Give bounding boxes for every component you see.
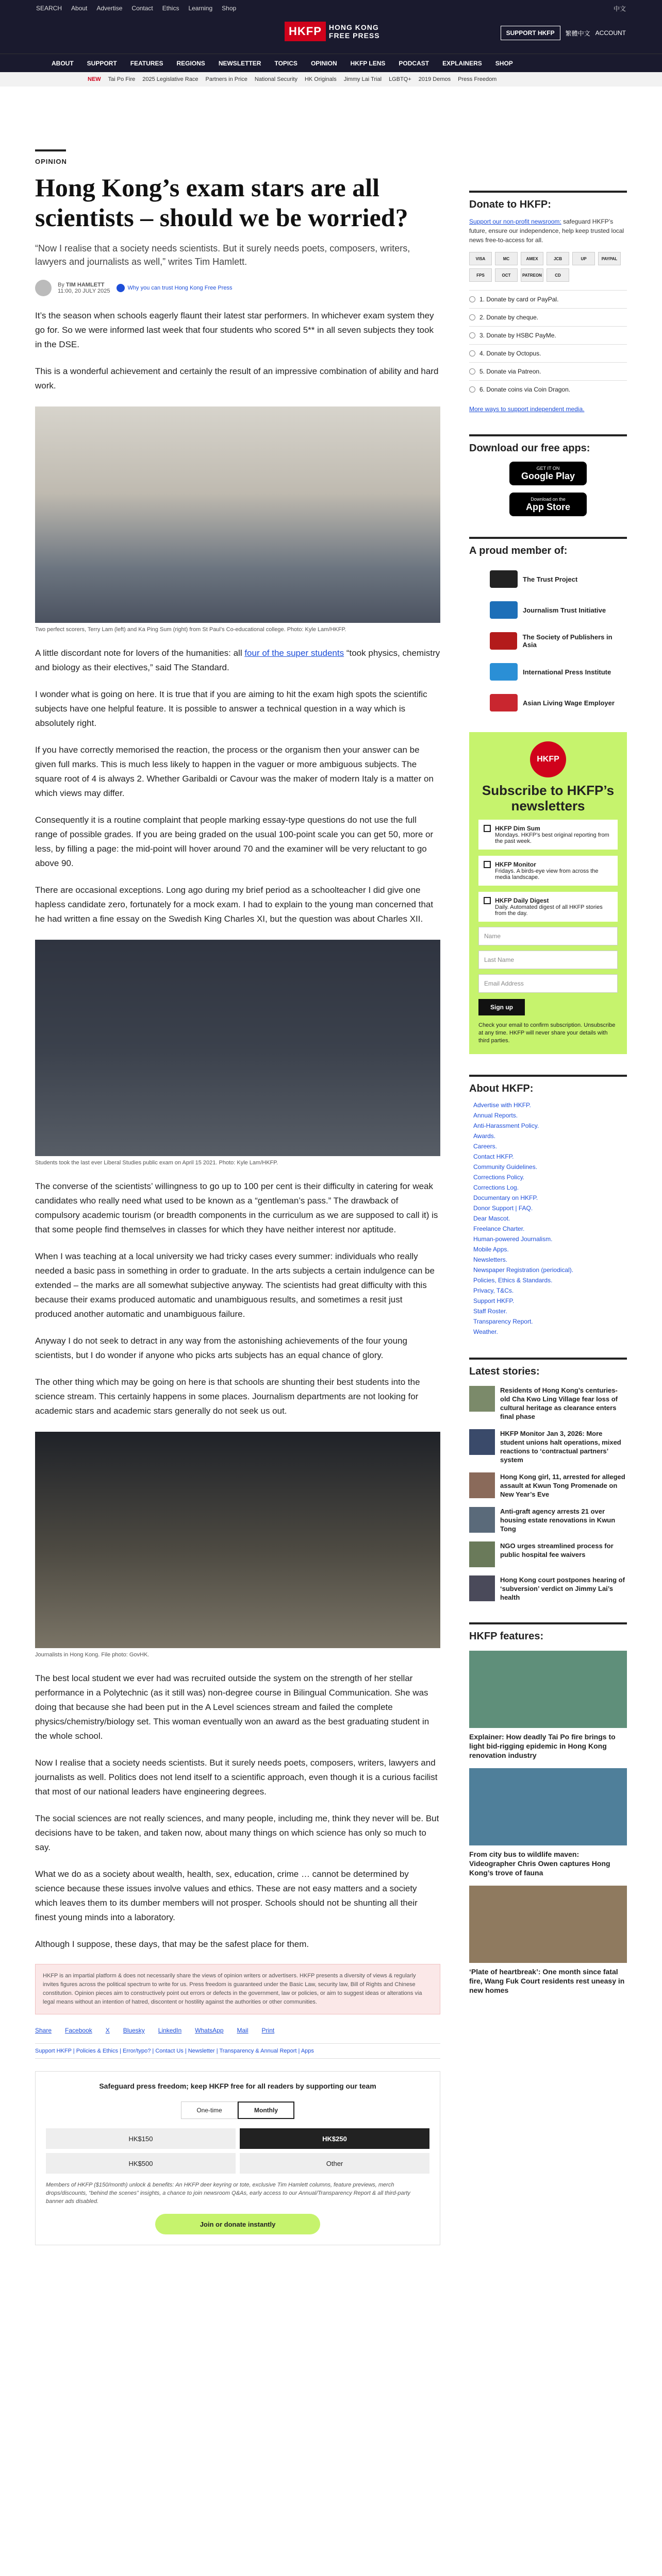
- about-link[interactable]: Annual Reports.: [473, 1112, 518, 1119]
- sidebar: [469, 191, 627, 1995]
- radio-icon: [469, 386, 475, 393]
- utility-link-about[interactable]: About: [71, 5, 88, 12]
- features-title: HKFP features:: [469, 1622, 627, 1642]
- latest-story[interactable]: [469, 1472, 627, 1499]
- radio-icon: [469, 314, 475, 320]
- article-category[interactable]: OPINION: [35, 149, 66, 165]
- trending-link[interactable]: LGBTQ+: [389, 76, 411, 82]
- more-ways-link[interactable]: More ways to support independent media.: [469, 405, 585, 413]
- about-link[interactable]: Anti-Harassment Policy.: [473, 1122, 539, 1129]
- nav-about[interactable]: ABOUT: [52, 59, 74, 67]
- utility-link-shop[interactable]: Shop: [222, 5, 237, 12]
- trust-link[interactable]: Why you can trust Hong Kong Free Press: [117, 284, 233, 292]
- donate-option[interactable]: 3. Donate by HSBC PayMe.: [469, 326, 627, 344]
- new-label: NEW: [88, 76, 101, 82]
- feature-headline: Explainer: How deadly Tai Po fire brings to light bid-rigging epidemic in Hong Kong renovation industry: [469, 1733, 616, 1759]
- newsletter-option-digest[interactable]: HKFP Daily Digest Daily. Automated digest of all HKFP stories from the day.: [478, 892, 618, 922]
- signup-button[interactable]: Sign up: [478, 999, 525, 1015]
- about-link[interactable]: Transparency Report.: [473, 1318, 533, 1325]
- about-link[interactable]: Community Guidelines.: [473, 1163, 538, 1171]
- shield-icon: [117, 284, 125, 292]
- last-name-field[interactable]: Last Name: [478, 951, 618, 969]
- checkbox-icon: [484, 897, 491, 904]
- member-jti[interactable]: Journalism Trust Initiative: [469, 601, 627, 619]
- paragraph: This is a wonderful achievement and certainly the result of an impressive combination of ability and hard work.: [35, 366, 439, 391]
- latest-list: [469, 1386, 627, 1602]
- utility-link-learning[interactable]: Learning: [188, 5, 213, 12]
- coin-dragon-icon: CD: [547, 268, 569, 282]
- nav-opinion[interactable]: OPINION: [310, 59, 337, 67]
- newsletter-option-dimsum[interactable]: HKFP Dim Sum Mondays. HKFP’s best original reporting from the past week.: [478, 820, 618, 850]
- story-headline: Anti-graft agency arrests 21 over housing estate renovations in Kwun Tong: [500, 1507, 616, 1533]
- trending-link[interactable]: Jimmy Lai Trial: [343, 76, 382, 82]
- paragraph: What we do as a society about wealth, health, sex, education, crime … cannot be determined by science because these issues involve values and ethics. These are not easy matters and a society which leaves them to its dumber members will not prosper. Schools should not be shunting all their finest young minds into a laboratory.: [35, 1869, 418, 1922]
- nav-lens[interactable]: HKFP LENS: [350, 59, 386, 67]
- article: [35, 149, 440, 2245]
- story-headline: Residents of Hong Kong’s centuries-old Cha Kwo Ling Village fear loss of cultural heritage as clearance enters final phase: [500, 1386, 618, 1420]
- article-footer-links[interactable]: Support HKFP | Policies & Ethics | Error/typo? | Contact Us | Newsletter | Transparency & Annual Report | Apps: [35, 2043, 440, 2059]
- paragraph: If you have correctly memorised the reaction, the process or the organism then your answer can be given full marks. This is much less likely to happen in the vaguer or more ambiguous subjects. The square root of 4 is always 2. Whether Garibaldi or Cavour was the maker of modern Italy is a matter on which views may differ.: [35, 745, 434, 798]
- nav-regions[interactable]: REGIONS: [176, 59, 205, 67]
- about-link[interactable]: Careers.: [473, 1143, 498, 1150]
- logo-wordmark: HONG KONG FREE PRESS: [328, 23, 380, 40]
- nav-newsletter[interactable]: NEWSLETTER: [218, 59, 261, 67]
- patreon-icon: PATREON: [521, 268, 543, 282]
- unionpay-icon: UP: [572, 252, 595, 265]
- share-linkedin[interactable]: LinkedIn: [158, 2027, 182, 2034]
- search-link[interactable]: SEARCH: [36, 5, 62, 12]
- lang-switch[interactable]: 繁體中文: [565, 29, 590, 37]
- radio-icon: [469, 332, 475, 338]
- article-title: Hong Kong’s exam stars are all scientists – should we be worried?: [35, 173, 408, 232]
- newsletter-note: Check your email to confirm subscription. Unsubscribe at any time. HKFP will never share your details with third parties.: [478, 1022, 616, 1044]
- latest-title: Latest stories:: [469, 1358, 627, 1378]
- author-name[interactable]: By TIM HAMLETT: [58, 282, 105, 288]
- paragraph: Consequently it is a routine complaint that people marking essay-type questions do not use the full range of possible grades. If you are being graded on the usual 100-point scale you can get 50, more or less, by filling a page: the mid-point will hover around 70 and the examiner will be very reluctant to go above 90.: [35, 815, 434, 868]
- sopa-icon: [490, 632, 517, 650]
- feature-story[interactable]: [469, 1651, 627, 1760]
- about-link[interactable]: Support HKFP.: [473, 1297, 515, 1304]
- newsletter-option-monitor[interactable]: HKFP Monitor Fridays. A birds-eye view from across the media landscape.: [478, 856, 618, 886]
- paragraph: The social sciences are not really sciences, and many people, including me, think they never will be. But decisions have to be taken, and taken now, about many things on which science has only so much to say.: [35, 1814, 439, 1852]
- latest-story[interactable]: [469, 1386, 627, 1421]
- app-store-badge[interactable]: Download on the App Store: [509, 493, 587, 516]
- photo-caption: Students took the last ever Liberal Studies public exam on April 15 2021. Photo: Kyle Lam/HKFP.: [35, 1160, 278, 1166]
- visa-icon: VISA: [469, 252, 492, 265]
- story-thumbnail: [469, 1386, 495, 1412]
- ipi-icon: [490, 663, 518, 681]
- latest-story[interactable]: [469, 1507, 627, 1533]
- features-list: [469, 1651, 627, 1995]
- feature-headline: From city bus to wildlife maven: Videographer Chris Owen captures Hong Kong’s trove of fauna: [469, 1850, 610, 1877]
- feature-story[interactable]: [469, 1886, 627, 1995]
- paragraph: A little discordant note for lovers of the humanities: all four of the super students “took physics, chemistry and biology as their electives,” said The Standard.: [35, 648, 440, 672]
- living-wage-icon: [490, 694, 518, 711]
- freq-monthly[interactable]: Monthly: [238, 2102, 294, 2119]
- paragraph: I wonder what is going on here. It is true that if you are aiming to hit the exam high spots the scientific subjects have one helpful feature. It is possible to answer a technical question in a way which is absolutely right.: [35, 689, 427, 728]
- trending-link[interactable]: Partners in Price: [205, 76, 247, 82]
- newsletter-title: Subscribe to HKFP’s newsletters: [482, 783, 615, 814]
- donate-text: Support our non-profit newsroom: safeguard HKFP’s future, ensure our independence, help keep trusted local news free-to-access for all.: [469, 218, 624, 244]
- author-avatar: [35, 280, 52, 296]
- photo-caption: Two perfect scorers, Terry Lam (left) and Ka Ping Sum (right) from St Paul’s Co-educational college. Photo: Kyle Lam/HKFP.: [35, 626, 346, 633]
- lang-link[interactable]: 中文: [613, 5, 626, 12]
- member-trust-project[interactable]: The Trust Project: [469, 570, 627, 588]
- feature-story[interactable]: [469, 1768, 627, 1877]
- paragraph: There are occasional exceptions. Long ago during my brief period as a schoolteacher I did give one hapless candidate zero, fortunately for a mock exam. I had to explain to the young man concerned that he had written a fine essay on the Swedish King Charles XI, but the question was about Charles XII.: [35, 885, 434, 924]
- nav-features[interactable]: FEATURES: [130, 59, 163, 67]
- nav-support[interactable]: SUPPORT: [87, 59, 117, 67]
- octopus-icon: OCT: [495, 268, 518, 282]
- mastercard-icon: MC: [495, 252, 518, 265]
- donate-option[interactable]: 2. Donate by cheque.: [469, 308, 627, 326]
- donate-widget: [35, 2071, 440, 2245]
- share-label[interactable]: Share: [35, 2027, 52, 2034]
- proud-member-title: A proud member of:: [469, 537, 627, 557]
- donate-option[interactable]: 1. Donate by card or PayPal.: [469, 290, 627, 308]
- trending-link[interactable]: National Security: [254, 76, 297, 82]
- latest-story[interactable]: [469, 1541, 627, 1567]
- about-link[interactable]: Documentary on HKFP.: [473, 1194, 538, 1201]
- about-link[interactable]: Mobile Apps.: [473, 1246, 509, 1253]
- trending-link[interactable]: HK Originals: [304, 76, 337, 82]
- donate-widget-title: Safeguard press freedom; keep HKFP free for all readers by supporting our team: [99, 2082, 376, 2090]
- site-logo[interactable]: [285, 22, 380, 41]
- amount-option[interactable]: HK$250: [240, 2128, 429, 2149]
- about-title: About HKFP:: [469, 1075, 627, 1095]
- feature-thumbnail: [469, 1886, 627, 1963]
- radio-icon: [469, 350, 475, 357]
- share-bar: [35, 2027, 440, 2034]
- amount-option[interactable]: HK$500: [46, 2153, 236, 2174]
- hkfp-logo: HKFP: [530, 741, 566, 777]
- story-headline: NGO urges streamlined process for public hospital fee waivers: [500, 1542, 614, 1558]
- about-link[interactable]: Newspaper Registration (periodical).: [473, 1266, 574, 1274]
- utility-link-advertise[interactable]: Advertise: [96, 5, 123, 12]
- byline: [35, 280, 440, 296]
- paragraph: Although I suppose, these days, that may be the safest place for them.: [35, 1939, 309, 1949]
- utility-link-contact[interactable]: Contact: [131, 5, 153, 12]
- trending-link[interactable]: Press Freedom: [458, 76, 497, 82]
- amount-option[interactable]: HK$150: [46, 2128, 236, 2149]
- amex-icon: AMEX: [521, 252, 543, 265]
- trending-link[interactable]: Tai Po Fire: [108, 76, 136, 82]
- about-link[interactable]: Advertise with HKFP.: [473, 1101, 531, 1109]
- utility-bar: [0, 0, 662, 16]
- trending-bar: [0, 72, 662, 87]
- super-students-link[interactable]: four of the super students: [244, 648, 344, 658]
- jti-icon: [490, 601, 518, 619]
- apps-title: Download our free apps:: [469, 434, 627, 454]
- story-headline: HKFP Monitor Jan 3, 2026: More student unions halt operations, mixed reactions to ‘contractual partners’ system: [500, 1430, 621, 1464]
- about-link[interactable]: Staff Roster.: [473, 1308, 507, 1315]
- about-link[interactable]: Policies, Ethics & Standards.: [473, 1277, 553, 1284]
- about-link[interactable]: Contact HKFP.: [473, 1153, 514, 1160]
- radio-icon: [469, 296, 475, 302]
- about-link[interactable]: Newsletters.: [473, 1256, 508, 1263]
- donate-option[interactable]: 6. Donate coins via Coin Dragon.: [469, 380, 627, 398]
- donate-options: [469, 290, 627, 398]
- feature-thumbnail: [469, 1651, 627, 1728]
- paragraph: When I was teaching at a local university we had tricky cases every summer: individuals who really needed a basic pass in something in order to graduate. In the arts subjects a certain indulgence can be extended – the marks are all somewhat subjective anyway. The scientists had great difficulty with this because their exams produced automatic and unambiguous results, and sometimes a resit just produced another automatic and unambiguous failure.: [35, 1251, 435, 1319]
- share-print[interactable]: Print: [261, 2027, 275, 2034]
- about-link[interactable]: Awards.: [473, 1132, 496, 1140]
- photo-caption: Journalists in Hong Kong. File photo: GovHK.: [35, 1652, 150, 1658]
- account-link[interactable]: ACCOUNT: [595, 29, 626, 37]
- support-newsroom-link[interactable]: Support our non-profit newsroom:: [469, 218, 561, 225]
- about-link[interactable]: Privacy, T&Cs.: [473, 1287, 514, 1294]
- paragraph: It’s the season when schools eagerly flaunt their latest star performers. In whichever exam system they go for. So we were informed last week that four students who scored 5** in all seven subjects they took in the DSE.: [35, 311, 434, 349]
- about-link[interactable]: Dear Mascot.: [473, 1215, 510, 1222]
- about-link[interactable]: Weather.: [473, 1328, 498, 1335]
- support-hkfp-button[interactable]: SUPPORT HKFP: [501, 26, 560, 40]
- share-x[interactable]: X: [105, 2027, 110, 2034]
- join-button[interactable]: Join or donate instantly: [155, 2214, 320, 2234]
- donate-title: Donate to HKFP:: [469, 191, 627, 211]
- story-thumbnail: [469, 1472, 495, 1498]
- jcb-icon: JCB: [547, 252, 569, 265]
- radio-icon: [469, 368, 475, 375]
- about-link[interactable]: Corrections Log.: [473, 1184, 519, 1191]
- share-bluesky[interactable]: Bluesky: [123, 2027, 145, 2034]
- share-mail[interactable]: Mail: [237, 2027, 249, 2034]
- story-thumbnail: [469, 1575, 495, 1601]
- trending-link[interactable]: 2019 Demos: [418, 76, 451, 82]
- donate-option[interactable]: 5. Donate via Patreon.: [469, 362, 627, 380]
- nav-shop[interactable]: SHOP: [495, 59, 513, 67]
- main-nav: [0, 54, 662, 72]
- share-facebook[interactable]: Facebook: [65, 2027, 92, 2034]
- paragraph: The converse of the scientists’ willingness to go up to 100 per cent is their difficulty in catering for weak candidates who really need what used to be known as a “gentleman’s pass.” The drawback of compulsory academic tourism (or breadth components in the curriculum as we are supposed to call it) is that some people find themselves in classes for which they have neither interest nor aptitude.: [35, 1181, 438, 1234]
- nav-topics[interactable]: TOPICS: [274, 59, 297, 67]
- google-play-badge[interactable]: GET IT ON Google Play: [509, 462, 587, 485]
- paypal-icon: PAYPAL: [598, 252, 621, 265]
- publish-date: 11:00, 20 JULY 2025: [58, 288, 110, 294]
- article-photo: [35, 940, 440, 1156]
- donate-option[interactable]: 4. Donate by Octopus.: [469, 344, 627, 362]
- article-photo: [35, 1432, 440, 1648]
- article-standfirst: “Now I realise that a society needs scientists. But it surely needs poets, composers, writers, lawyers and journalists as well,” writes Tim Hamlett.: [35, 243, 410, 267]
- story-thumbnail: [469, 1429, 495, 1455]
- email-field[interactable]: Email Address: [478, 974, 618, 993]
- latest-story[interactable]: [469, 1575, 627, 1602]
- checkbox-icon: [484, 825, 491, 832]
- article-body: [35, 309, 440, 1952]
- first-name-field[interactable]: Name: [478, 927, 618, 945]
- amount-option[interactable]: Other: [240, 2153, 429, 2174]
- membership-benefits: Members of HKFP ($150/month) unlock & benefits: An HKFP deer keyring or tote, exclusive Tim Hamlett columns, feature previews, merch drops/discounts, “behind the scenes” insights, a chance to join newsroom Q&As, early access to our Annual/Transparency Report & all third-party banner ads disabled.: [46, 2182, 410, 2205]
- newsletter-signup: [469, 732, 627, 1054]
- freq-one-time[interactable]: One-time: [181, 2102, 238, 2119]
- article-photo: [35, 406, 440, 623]
- about-list: [473, 1100, 627, 1337]
- trust-project-icon: [490, 570, 518, 588]
- utility-link-ethics[interactable]: Ethics: [162, 5, 179, 12]
- feature-headline: ‘Plate of heartbreak’: One month since fatal fire, Wang Fuk Court residents rest uneasy in new homes: [469, 1968, 625, 1994]
- about-link[interactable]: Corrections Policy.: [473, 1174, 525, 1181]
- trending-link[interactable]: 2025 Legislative Race: [142, 76, 198, 82]
- payment-methods: [469, 252, 627, 282]
- paragraph: The best local student we ever had was recruited outside the system on the strength of her stellar performance in a Polytechnic (as it still was) non-degree course in Bilingual Communication. She was doing that because she had been put in the A Level sciences stream and failed the complete physics/chemistry/biology set. This woman eventually won an award as the best graduating student in the whole school.: [35, 1673, 429, 1741]
- paragraph: The other thing which may be going on here is that schools are shunting their best students into the science stream. This certainly happens in some places. Journalism departments are not looking for academic stars and academic stars generally do not seek us out.: [35, 1377, 420, 1416]
- member-sopa[interactable]: The Society of Publishers in Asia: [469, 632, 627, 650]
- feature-thumbnail: [469, 1768, 627, 1845]
- member-living-wage[interactable]: Asian Living Wage Employer: [469, 694, 627, 711]
- opinion-disclaimer: HKFP is an impartial platform & does not necessarily share the views of opinion writers or advertisers. HKFP presents a diversity of views & regularly invites figures across the political spectrum to write for us. Press freedom is guaranteed under the Basic Law, security law, Bill of Rights and Chinese constitution. Opinion pieces aim to constructively point out errors or defects in the government, law or policies, or aim to suggest ideas or alterations via legal means without an intention of hatred, discontent or hostility against the authorities or other communities.: [35, 1964, 440, 2014]
- member-ipi[interactable]: International Press Institute: [469, 663, 627, 681]
- about-link[interactable]: Freelance Charter.: [473, 1225, 525, 1232]
- latest-story[interactable]: [469, 1429, 627, 1464]
- checkbox-icon: [484, 861, 491, 868]
- share-whatsapp[interactable]: WhatsApp: [195, 2027, 224, 2034]
- nav-podcast[interactable]: PODCAST: [399, 59, 429, 67]
- frequency-toggle: [46, 2102, 429, 2119]
- story-thumbnail: [469, 1507, 495, 1533]
- about-link[interactable]: Human-powered Journalism.: [473, 1235, 553, 1243]
- paragraph: Anyway I do not seek to detract in any way from the astonishing achievements of the four young scientists, but I do wonder if anyone who picks arts subjects has an equal chance of glory.: [35, 1336, 407, 1360]
- story-headline: Hong Kong girl, 11, arrested for alleged assault at Kwun Tong Promenade on New Year’s Eve: [500, 1473, 625, 1498]
- paragraph: Now I realise that a society needs scientists. But it surely needs poets, composers, writers, lawyers and journalists as well. Politics does not lend itself to a scientific approach, even though it is a curious facilist that most of our national leaders have engineering degrees.: [35, 1758, 438, 1797]
- fps-icon: FPS: [469, 268, 492, 282]
- story-headline: Hong Kong court postpones hearing of ‘subversion’ verdict on Jimmy Lai’s health: [500, 1576, 625, 1601]
- story-thumbnail: [469, 1541, 495, 1567]
- logo-mark: HKFP: [285, 22, 326, 41]
- about-link[interactable]: Donor Support | FAQ.: [473, 1205, 533, 1212]
- nav-explainers[interactable]: EXPLAINERS: [442, 59, 482, 67]
- amount-grid: [46, 2128, 429, 2174]
- site-header: [0, 16, 662, 54]
